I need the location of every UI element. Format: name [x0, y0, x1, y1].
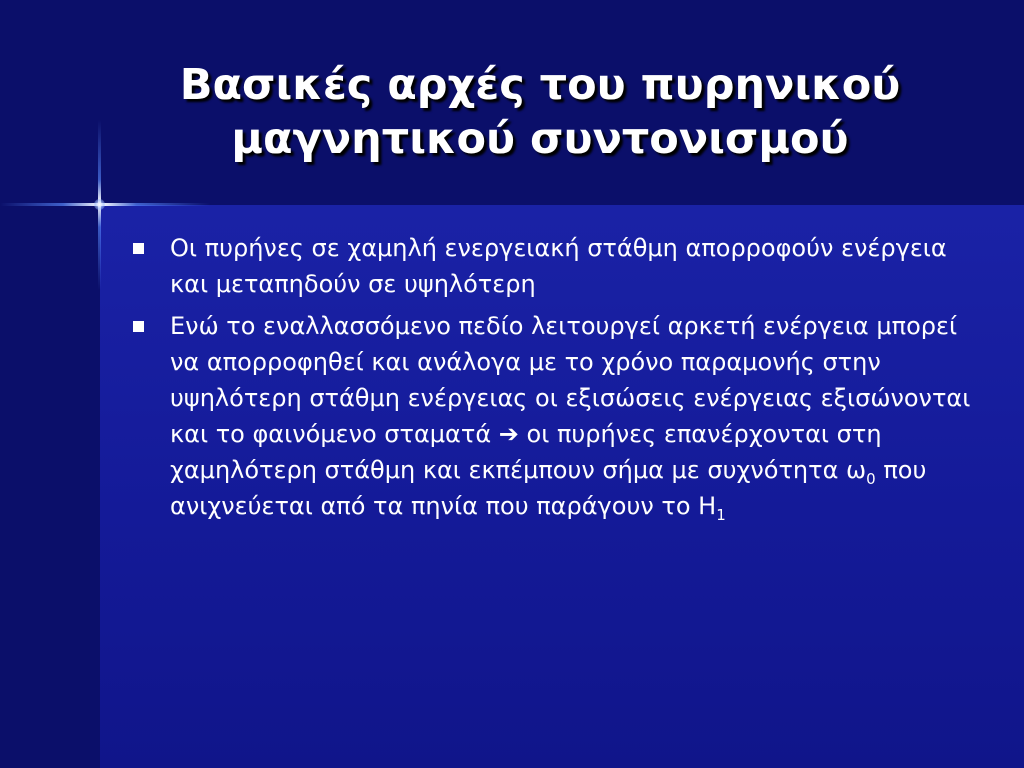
bullet-text-2c: που ανιχνεύεται από τα πηνία που παράγουν το Η [170, 456, 927, 520]
h-subscript: 1 [716, 505, 726, 524]
bullet-text-2a: Ενώ το εναλλασσόμενο πεδίο λειτουργεί αρκετή ενέργεια μπορεί να απορροφηθεί και ανάλογα με το χρόνο παραμονής στην υψηλότερη στάθμη ενέργειας οι εξισώσεις ενέργειας εξισώνονται και το φαινόμενο σταματά [170, 312, 971, 448]
right-arrow-icon: ➔ [498, 420, 519, 448]
bullet-item-1 [130, 230, 990, 302]
slide-title-line-2: μαγνητικού συντονισμού [231, 114, 849, 164]
square-bullet-icon [133, 243, 144, 254]
bullet-list [130, 230, 990, 530]
bullet-text-2b: οι πυρήνες επανέρχονται στη χαμηλότερη στάθμη και εκπέμπουν σήμα με συχνότητα ω [170, 420, 882, 484]
slide-title [110, 58, 970, 166]
square-bullet-icon [133, 321, 144, 332]
bullet-text-1: Οι πυρήνες σε χαμηλή ενεργειακή στάθμη απορροφούν ενέργεια και μεταπηδούν σε υψηλότερη [170, 234, 947, 298]
slide-title-line-1: Βασικές αρχές του πυρηνικού [179, 60, 901, 110]
bullet-item-2 [130, 308, 990, 524]
omega-subscript: 0 [866, 469, 876, 488]
